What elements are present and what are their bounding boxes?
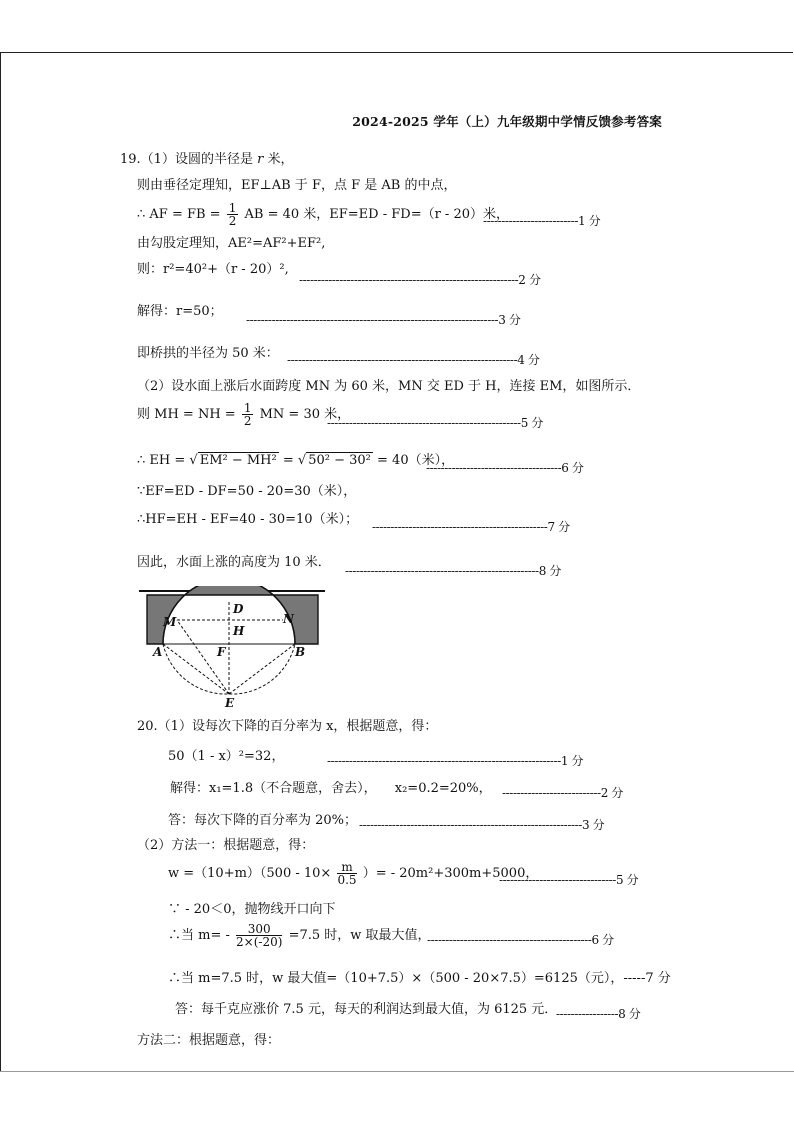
q20-l6-num: m bbox=[337, 861, 356, 874]
q20-l6-a: w =（10+m）（500 - 10× bbox=[168, 866, 332, 881]
q20-l6-b: ）= - 20m²+300m+5000， bbox=[362, 866, 539, 881]
label-h: H bbox=[233, 624, 245, 638]
label-e: E bbox=[225, 696, 235, 710]
q19-l10-b: = 40（米）， bbox=[377, 453, 455, 468]
q20-l8-num: 300 bbox=[236, 923, 282, 936]
q20-l8-fraction bbox=[236, 923, 282, 948]
q20-l8-b: =7.5 时，w 取最大值， bbox=[288, 928, 431, 943]
q20-l3-b: x₂=0.2=20%， bbox=[394, 781, 492, 796]
q19-score-3: ---------------------------------------------------------------------3 分 bbox=[246, 313, 521, 327]
q19-line-11: ∵EF=ED - DF=50 - 20=30（米）， bbox=[137, 484, 357, 499]
q19-l3-den: 2 bbox=[228, 214, 237, 228]
bridge-arch-figure bbox=[135, 586, 335, 710]
label-b: B bbox=[295, 645, 306, 659]
q19-l10-radical-2: 50² − 30² bbox=[308, 453, 371, 468]
q19-score-4: ---------------------------------------------------------------4 分 bbox=[287, 353, 540, 367]
q20-l8-a: ∴当 m= - bbox=[168, 928, 230, 943]
q19-line-10: ∴ EH = √ EM² − MH² = √ 50² − 30² = 40（米）， bbox=[137, 453, 455, 468]
q20-l3-a: 解得：x₁=1.8（不合题意，舍去）， bbox=[170, 781, 377, 796]
q19-line-6: 解得：r=50； bbox=[137, 304, 223, 319]
q19-line-8: （2）设水面上涨后水面跨度 MN 为 60 米，MN 交 ED 于 H，连接 EM，如图所示． bbox=[137, 379, 641, 394]
q19-score-7: ------------------------------------------------7 分 bbox=[372, 520, 570, 534]
q19-l9-b: MN = 30 米， bbox=[259, 407, 351, 422]
q19-line-4: 由勾股定理知，AE²=AF²+EF², bbox=[137, 236, 326, 251]
q19-score-8: -----------------------------------------------------8 分 bbox=[345, 564, 561, 578]
label-d: D bbox=[233, 602, 244, 616]
q19-line-3 bbox=[137, 202, 509, 228]
label-a: A bbox=[153, 645, 163, 659]
q19-line-13: 因此，水面上涨的高度为 10 米． bbox=[137, 555, 331, 570]
q19-line-1 bbox=[120, 152, 293, 168]
q20-score-8: -----------------8 分 bbox=[556, 1007, 641, 1021]
q19-l1-label: 19.（1）设圆的半径是 bbox=[120, 152, 253, 167]
q19-l9-fraction bbox=[242, 402, 254, 427]
q20-line-8 bbox=[168, 922, 431, 950]
q20-line-9: ∴当 m=7.5 时，w 最大值=（10+7.5）×（500 - 20×7.5）=6125（元），-----7 分 bbox=[168, 971, 671, 986]
q19-l3-b: AB = 40 米，EF=ED - FD=（r - 20）米， bbox=[244, 207, 509, 222]
q20-line-2: 50（1 - x）²=32， bbox=[168, 749, 285, 764]
q20-line-7: ∵ - 20＜0，抛物线开口向下 bbox=[168, 902, 336, 917]
q19-l9-den: 2 bbox=[243, 414, 252, 428]
q19-l10-eq: = bbox=[282, 453, 294, 468]
q20-score-5: --------------------------------5 分 bbox=[499, 873, 639, 887]
label-n: N bbox=[283, 612, 294, 626]
segment-eb bbox=[229, 644, 295, 694]
q20-l8-den: 2×(-20) bbox=[236, 935, 283, 949]
page-bottom-edge bbox=[0, 1071, 794, 1072]
q19-l1-unit: 米， bbox=[267, 152, 294, 167]
q19-score-2: ------------------------------------------------------------2 分 bbox=[299, 273, 541, 287]
q20-line-3 bbox=[170, 781, 492, 797]
q19-l3-fraction bbox=[227, 202, 239, 227]
q19-line-9 bbox=[137, 402, 350, 428]
q20-l6-den: 0.5 bbox=[337, 873, 357, 887]
label-m: M bbox=[163, 615, 177, 629]
q19-l9-a: 则 MH = NH = bbox=[137, 407, 236, 422]
q19-line-7: 即桥拱的半径为 50 米： bbox=[137, 346, 279, 361]
q20-score-1: ----------------------------------------------------------------1 分 bbox=[327, 754, 584, 768]
q19-score-1: --------------------------1 分 bbox=[483, 214, 601, 228]
q19-score-6: -------------------------------------6 分 bbox=[426, 461, 584, 475]
q19-l3-a: ∴ AF = FB = bbox=[137, 207, 221, 222]
q20-line-1: 20.（1）设每次下降的百分率为 x，根据题意，得： bbox=[137, 719, 438, 734]
q19-l10-a: ∴ EH = bbox=[137, 453, 186, 468]
q19-l3-num: 1 bbox=[228, 201, 237, 215]
q20-line-4: 答：每次下降的百分率为 20%； bbox=[168, 813, 358, 828]
q19-score-5: -----------------------------------------------------5 分 bbox=[327, 416, 543, 430]
q19-l10-radical-1: EM² − MH² bbox=[199, 453, 277, 468]
label-f: F bbox=[217, 645, 226, 659]
q20-l6-fraction bbox=[337, 861, 356, 886]
q19-l9-num: 1 bbox=[243, 401, 252, 415]
q20-line-11: 方法二：根据题意，得： bbox=[137, 1033, 281, 1048]
q20-score-2: ---------------------------2 分 bbox=[502, 786, 623, 800]
q20-line-5: （2）方法一：根据题意，得： bbox=[137, 838, 315, 853]
q20-line-6 bbox=[168, 860, 538, 888]
q20-line-10: 答：每千克应涨价 7.5 元，每天的利润达到最大值，为 6125 元． bbox=[175, 1002, 558, 1017]
q20-score-3: -------------------------------------------------------------3 分 bbox=[359, 818, 605, 832]
page-header: 2024-2025 学年（上）九年级期中学情反馈参考答案 bbox=[352, 114, 662, 129]
q19-line-5: 则：r²=40²+（r - 20）², bbox=[137, 262, 289, 277]
q19-line-2: 则由垂径定理知，EF⊥AB 于 F，点 F 是 AB 的中点， bbox=[137, 178, 457, 193]
q20-score-6: ---------------------------------------------6 分 bbox=[427, 933, 614, 947]
q19-line-12: ∴HF=EH - EF=40 - 30=10（米）； bbox=[137, 512, 359, 527]
q19-l1-var: r bbox=[257, 152, 264, 167]
